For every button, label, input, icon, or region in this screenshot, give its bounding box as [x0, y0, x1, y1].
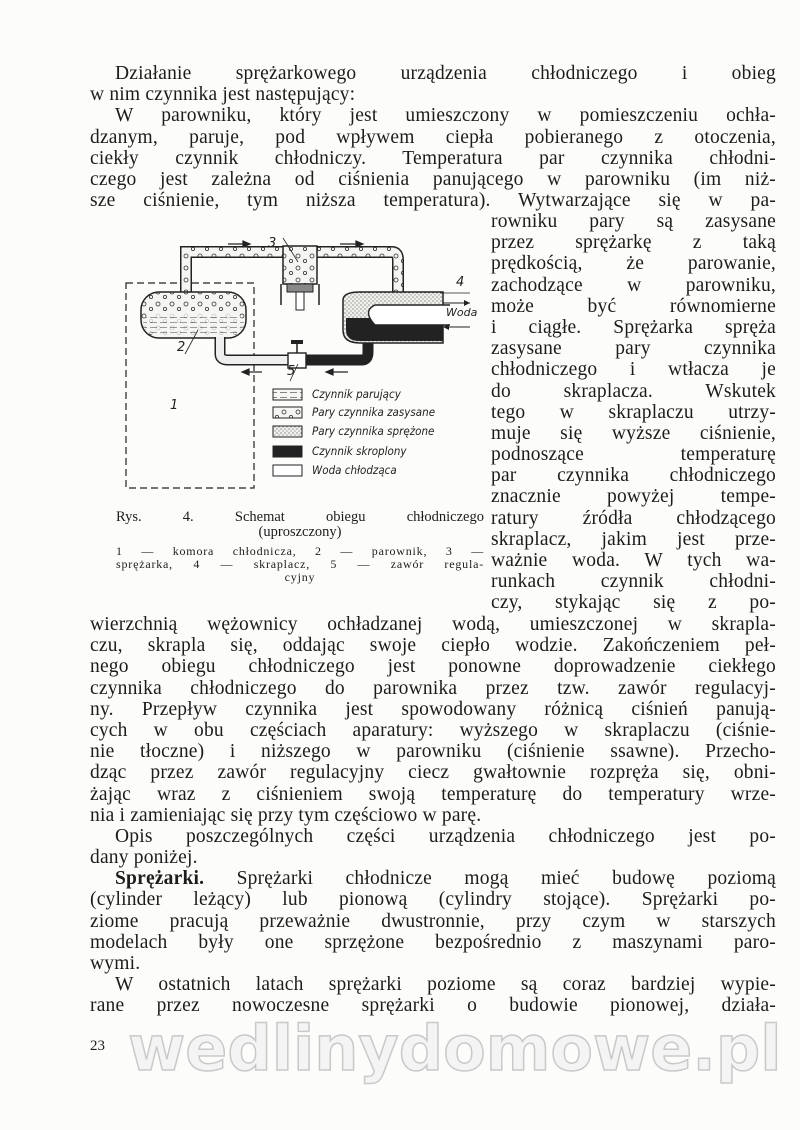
text-line: znacznie powyżej tempe- — [491, 486, 776, 508]
liquid-pipe-fill — [220, 337, 295, 360]
text-line: czynnika chłodniczego do parownika przez tzw. zawór regulacyj- — [90, 677, 776, 699]
text-line: przez sprężarkę z taką — [491, 232, 776, 254]
compressor — [281, 246, 319, 310]
text-line: ny. Przepływ czynnika jest spowodowany różnicą ciśnień panują- — [90, 698, 776, 720]
text-line: żając wraz z ciśnieniem swoją temperaturę do temperatury wrze- — [90, 783, 776, 805]
text-line: ważnie woda. W tych wa- — [491, 550, 776, 571]
caption-desc-line: 1 — komora chłodnicza, 2 — parownik, 3 — — [116, 544, 484, 558]
caption-desc-line: sprężarka, 4 — skraplacz, 5 — zawór regula- — [116, 557, 484, 571]
text-line: ciekły czynnik chłodniczy. Temperatura par czynnika chłodni- — [90, 147, 776, 169]
label-evaporator-number: 2 — [177, 340, 186, 355]
text-line: chłodniczego i wtłacza je — [491, 359, 776, 381]
text-line: (cylinder leżący) lub pionową (cylindry stojące). Sprężarki po- — [90, 889, 776, 911]
text-line: podnoszące temperaturę — [491, 444, 776, 466]
text-line: nego obiegu chłodniczego jest ponowne doprowadzenie ciekłego — [90, 656, 776, 678]
text-line: dząc przez zawór regulacyjny ciecz gwałtownie rozpręża się, obni- — [90, 762, 776, 784]
text-line: do skraplacza. Wskutek — [491, 380, 776, 402]
legend-item: Czynnik skroplony — [312, 444, 407, 458]
text-line: ratury źródła chłodzącego — [491, 507, 776, 529]
text-line: runkach czynnik chłodni- — [491, 571, 776, 593]
label-compressor-number: 3 — [268, 236, 277, 251]
text-line: tego w skraplaczu utrzy- — [491, 401, 776, 423]
legend-item: Woda chłodząca — [312, 463, 397, 477]
text-line: prędkością, że parowanie, — [491, 253, 776, 275]
figure-caption — [116, 510, 484, 540]
text-line: muje się wyższe ciśnienie, — [491, 422, 776, 444]
text-line: skraplacz, jakim jest prze- — [491, 528, 776, 550]
legend-swatches — [273, 389, 302, 476]
text-line: Działanie sprężarkowego urządzenia chłodniczego i obieg — [115, 63, 776, 84]
legend-item: Pary czynnika sprężone — [312, 424, 435, 438]
legend-item: Pary czynnika zasysane — [312, 405, 436, 419]
text-line: dany poniżej. — [90, 847, 198, 869]
legend-item: Czynnik parujący — [312, 387, 401, 401]
text-line: wierzchnią wężownicy ochładzanej wodą, umieszczonej w skrapla- — [90, 614, 776, 635]
label-condenser-number: 4 — [456, 275, 465, 290]
text-line: par czynnika chłodniczego — [491, 465, 776, 487]
text-line: rowniku pary są zasysane — [491, 211, 776, 232]
text-line: dzanym, paruje, pod wpływem ciepła pobieranego z otoczenia, — [90, 126, 776, 148]
watermark: wedlinydomowe.pl — [128, 1012, 782, 1085]
text-line: wymi. — [90, 953, 141, 974]
caption-subtitle: (uproszczony) — [258, 524, 342, 540]
text-line: nia i zamieniając się przy tym częściowo w parę. — [90, 804, 482, 826]
text-line: nie tłoczne) i niższego w parowniku (ciśnienie ssawne). Przecho- — [90, 741, 776, 763]
text-line: zasysane pary czynnika — [491, 338, 776, 360]
caption-desc-line: cyjny — [284, 570, 316, 584]
text-line: Opis poszczególnych części urządzenia chłodniczego jest po- — [115, 825, 776, 847]
text-line-content: Sprężarki chłodnicze mogą mieć budowę poziomą — [204, 868, 776, 890]
text-line: i ciągłe. Sprężarka spręża — [491, 316, 776, 338]
text-line: modelach były one sprzężone bezpośrednio z maszynami paro- — [90, 931, 776, 953]
label-valve-number: 5 — [287, 364, 296, 379]
evaporator-liquid — [143, 313, 244, 335]
text-line: cych w obu częściach aparatury: wyższego w skraplaczu (ciśnie- — [90, 719, 776, 741]
text-line: może być równomierne — [491, 295, 776, 317]
figure-legend-description — [116, 545, 484, 584]
text-line: czu, skrapla się, oddając swoje ciepło wodzie. Zakończeniem peł- — [90, 635, 776, 657]
text-line: W ostatnich latach sprężarki poziome są coraz bardziej wypie- — [115, 974, 776, 996]
caption-title: Rys. 4. Schemat obiegu chłodniczego — [116, 509, 484, 525]
text-line: czy, stykając się z po- — [491, 592, 776, 614]
label-water: Woda — [446, 306, 478, 319]
text-line: sze ciśnienie, tym niższa temperatura). Wytwarzające się w pa- — [90, 190, 776, 212]
text-line: W parowniku, który jest umieszczony w pomieszczeniu ochła- — [115, 105, 776, 127]
text-line: zachodzące w parowniku, — [491, 274, 776, 296]
text-line: ziome pracują przeważnie dwustronnie, przy czym w starszych — [90, 910, 776, 932]
text-line: rane przez nowoczesne sprężarki o budowie pionowej, działa- — [90, 995, 776, 1017]
label-chamber-number: 1 — [170, 398, 179, 413]
text-line: w nim czynnika jest następujący: — [90, 84, 356, 106]
section-heading: Sprężarki. — [115, 868, 205, 890]
page-number: 23 — [90, 1038, 105, 1054]
text-line: czego jest zależna od ciśnienia panującego w parowniku (im niż- — [90, 168, 776, 190]
